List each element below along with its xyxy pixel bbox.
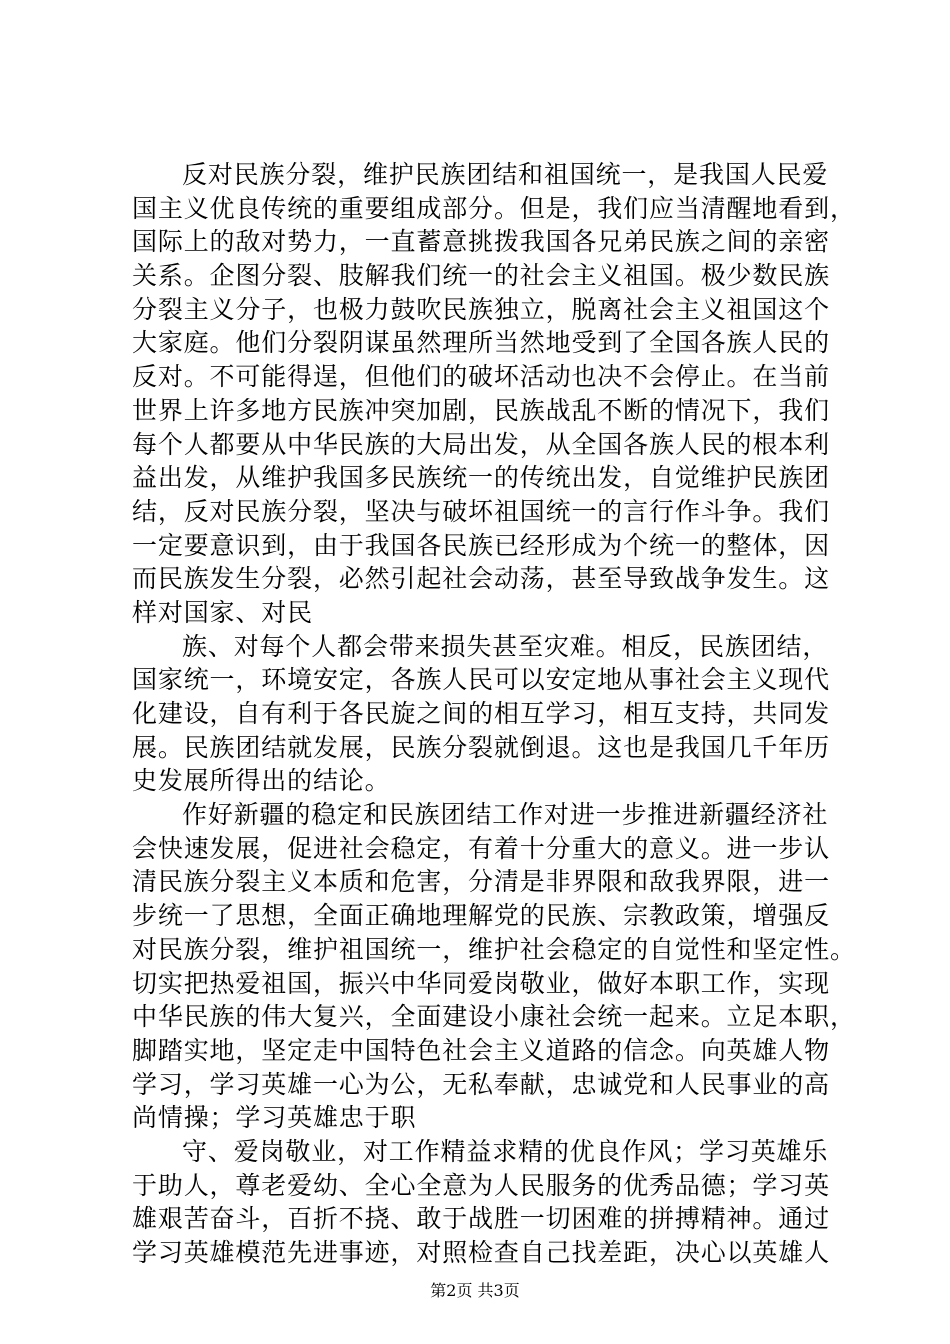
text-line: 步统一了思想，全面正确地理解党的民族、宗教政策，增强反 — [132, 901, 830, 931]
text-line: 史发展所得出的结论。 — [132, 766, 391, 796]
text-line: 守、爱岗敬业，对工作精益求精的优良作风；学习英雄乐 — [182, 1136, 829, 1166]
text-line: 样对国家、对民 — [132, 597, 313, 627]
text-line: 国家统一，环境安定，各族人民可以安定地从事社会主义现代 — [132, 665, 830, 695]
document-body — [132, 158, 856, 1270]
text-line: 族、对每个人都会带来损失甚至灾难。相反，民族团结， — [182, 631, 829, 661]
text-line: 国际上的敌对势力，一直蓄意挑拨我国各兄弟民族之间的亲密 — [132, 227, 830, 257]
text-line: 脚踏实地，坚定走中国特色社会主义道路的信念。向英雄人物 — [132, 1035, 830, 1065]
text-line: 雄艰苦奋斗，百折不挠、敢于战胜一切困难的拼搏精神。通过 — [132, 1204, 830, 1234]
text-line: 关系。企图分裂、肢解我们统一的社会主义祖国。极少数民族 — [132, 261, 830, 291]
page-footer: 第2页 共3页 — [430, 1281, 520, 1300]
text-line: 展。民族团结就发展，民族分裂就倒退。这也是我国几千年历 — [132, 732, 830, 762]
text-line: 学习英雄模范先进事迹，对照检查自己找差距，决心以英雄人 — [132, 1238, 830, 1267]
text-line: 反对。不可能得逞，但他们的破坏活动也决不会停止。在当前 — [132, 362, 830, 392]
text-line: 切实把热爱祖国，振兴中华同爱岗敬业，做好本职工作，实现 — [132, 968, 830, 998]
text-line: 化建设，自有利于各民旋之间的相互学习，相互支持，共同发 — [132, 699, 830, 728]
text-line: 国主义优良传统的重要组成部分。但是，我们应当清醒地看到， — [132, 193, 856, 223]
text-line: 益出发，从维护我国多民族统一的传统出发，自觉维护民族团 — [132, 463, 830, 493]
text-line: 作好新疆的稳定和民族团结工作对进一步推进新疆经济社 — [182, 800, 829, 830]
text-line: 大家庭。他们分裂阴谋虽然理所当然地受到了全国各族人民的 — [132, 328, 830, 358]
text-line: 世界上许多地方民族冲突加剧，民族战乱不断的情况下，我们 — [132, 395, 830, 425]
text-line: 对民族分裂，维护祖国统一，维护社会稳定的自觉性和坚定性。 — [132, 934, 856, 964]
text-line: 学习，学习英雄一心为公，无私奉献，忠诚党和人民事业的高 — [132, 1069, 830, 1099]
text-line: 清民族分裂主义本质和危害，分清是非界限和敌我界限，进一 — [132, 867, 830, 897]
text-line: 每个人都要从中华民族的大局出发，从全国各族人民的根本利 — [132, 429, 830, 459]
text-line: 于助人，尊老爱幼、全心全意为人民服务的优秀品德；学习英 — [132, 1170, 830, 1200]
text-line: 反对民族分裂，维护民族团结和祖国统一，是我国人民爱 — [182, 160, 829, 189]
text-line: 会快速发展，促进社会稳定，有着十分重大的意义。进一步认 — [132, 833, 830, 863]
text-line: 而民族发生分裂，必然引起社会动荡，甚至导致战争发生。这 — [132, 564, 830, 594]
text-line: 中华民族的伟大复兴，全面建设小康社会统一起来。立足本职， — [132, 1002, 856, 1032]
text-line: 一定要意识到，由于我国各民族已经形成为个统一的整体，因 — [132, 530, 830, 560]
text-line: 结，反对民族分裂，坚决与破坏祖国统一的言行作斗争。我们 — [132, 496, 830, 526]
text-line: 尚情操；学习英雄忠于职 — [132, 1103, 417, 1133]
text-line: 分裂主义分子，也极力鼓吹民族独立，脱离社会主义祖国这个 — [132, 294, 830, 324]
